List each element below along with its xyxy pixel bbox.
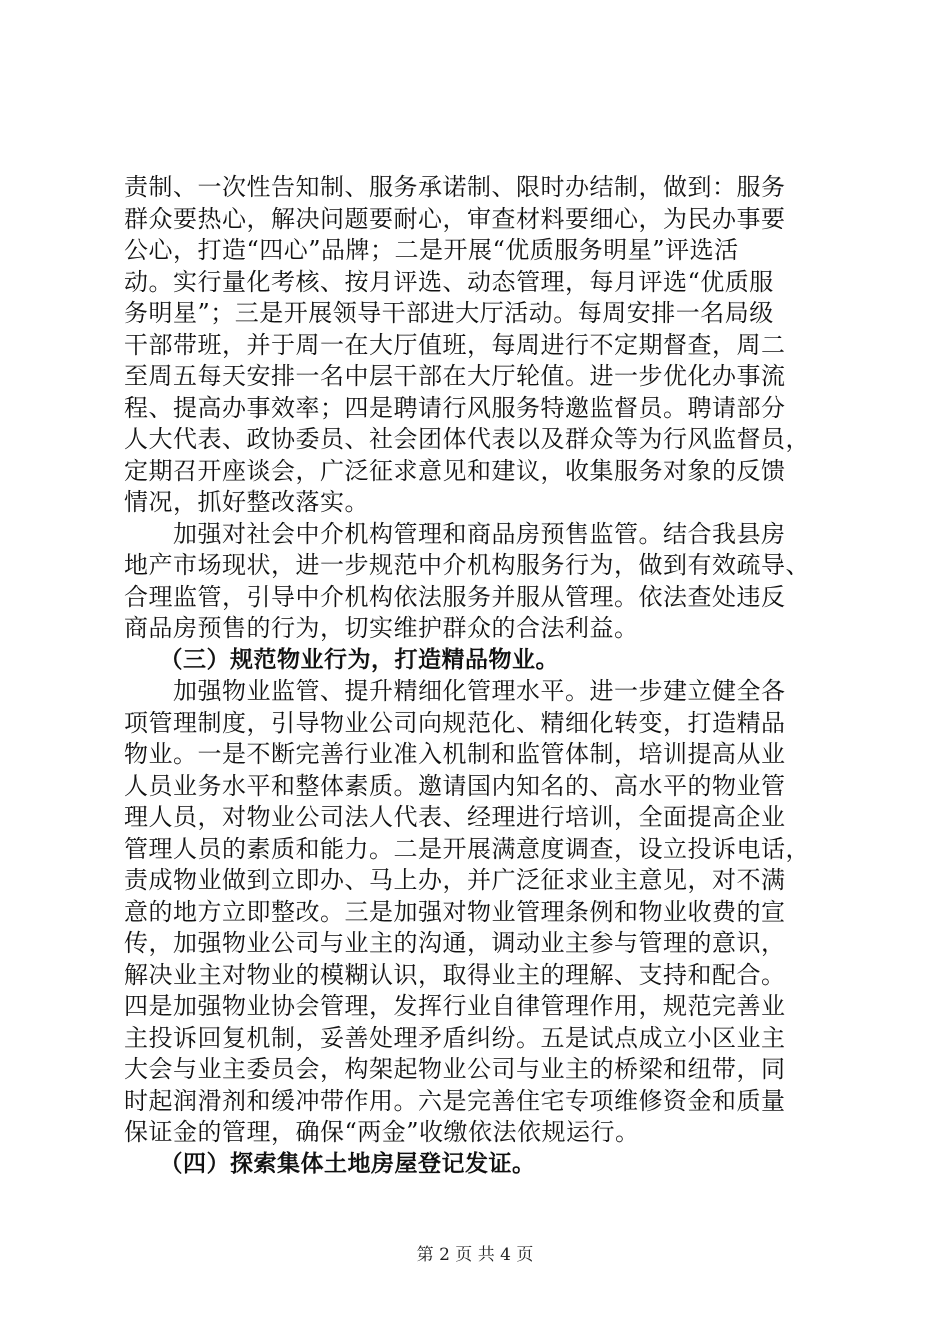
section-heading: （四）探索集体土地房屋登记发证。 bbox=[124, 1150, 536, 1177]
body-line: 理人员，对物业公司法人代表、经理进行培训，全面提高企业 bbox=[124, 803, 786, 831]
body-line: 人员业务水平和整体素质。邀请国内知名的、高水平的物业管 bbox=[124, 771, 786, 800]
body-line: 加强对社会中介机构管理和商品房预售监管。结合我县房 bbox=[124, 519, 786, 548]
body-line: 程、提高办事效率；四是聘请行风服务特邀监督员。聘请部分 bbox=[124, 393, 786, 422]
body-line: 意的地方立即整改。三是加强对物业管理条例和物业收费的宣 bbox=[124, 897, 786, 926]
body-line: 保证金的管理，确保“两金”收缴依法依规运行。 bbox=[124, 1118, 640, 1146]
body-line: 至周五每天安排一名中层干部在大厅轮值。进一步优化办事流 bbox=[124, 362, 786, 390]
body-line: 情况，抓好整改落实。 bbox=[124, 488, 369, 516]
body-line: 传，加强物业公司与业主的沟通，调动业主参与管理的意识， bbox=[124, 929, 786, 957]
body-line: 务明星”；三是开展领导干部进大厅活动。每周安排一名局级 bbox=[124, 299, 774, 327]
body-line: 项管理制度，引导物业公司向规范化、精细化转变，打造精品 bbox=[124, 708, 786, 737]
body-line: 定期召开座谈会，广泛征求意见和建议，收集服务对象的反馈 bbox=[124, 456, 786, 485]
body-line: 干部带班，并于周一在大厅值班，每周进行不定期督查，周二 bbox=[124, 330, 786, 359]
body-line: 管理人员的素质和能力。二是开展满意度调查，设立投诉电话， bbox=[124, 834, 810, 863]
document-body bbox=[124, 172, 836, 1180]
body-line: 大会与业主委员会，构架起物业公司与业主的桥梁和纽带，同 bbox=[124, 1055, 786, 1083]
body-line: 人大代表、政协委员、社会团体代表以及群众等为行风监督员， bbox=[124, 425, 810, 453]
body-line: 四是加强物业协会管理，发挥行业自律管理作用，规范完善业 bbox=[124, 992, 786, 1020]
body-line: 物业。一是不断完善行业准入机制和监管体制，培训提高从业 bbox=[124, 740, 786, 768]
page-number-footer: 第 2 页 共 4 页 bbox=[416, 1245, 534, 1265]
body-line: 解决业主对物业的模糊认识，取得业主的理解、支持和配合。 bbox=[124, 960, 786, 989]
body-line: 责成物业做到立即办、马上办，并广泛征求业主意见，对不满 bbox=[124, 866, 786, 894]
body-line: 动。实行量化考核、按月评选、动态管理，每月评选“优质服 bbox=[124, 267, 774, 296]
body-line: 主投诉回复机制，妥善处理矛盾纠纷。五是试点成立小区业主 bbox=[124, 1023, 786, 1052]
body-line: 群众要热心，解决问题要耐心，审查材料要细心，为民办事要 bbox=[124, 204, 786, 233]
body-line: 地产市场现状，进一步规范中介机构服务行为，做到有效疏导、 bbox=[124, 551, 810, 579]
body-line: 时起润滑剂和缓冲带作用。六是完善住宅专项维修资金和质量 bbox=[124, 1086, 786, 1115]
body-line: 商品房预售的行为，切实维护群众的合法利益。 bbox=[124, 614, 639, 642]
body-line: 公心，打造“四心”品牌；二是开展“优质服务明星”评选活 bbox=[124, 236, 739, 264]
section-heading: （三）规范物业行为，打造精品物业。 bbox=[124, 646, 559, 673]
body-line: 责制、一次性告知制、服务承诺制、限时办结制，做到：服务 bbox=[124, 173, 786, 201]
body-line: 合理监管，引导中介机构依法服务并服从管理。依法查处违反 bbox=[124, 582, 786, 611]
body-line: 加强物业监管、提升精细化管理水平。进一步建立健全各 bbox=[124, 677, 786, 705]
